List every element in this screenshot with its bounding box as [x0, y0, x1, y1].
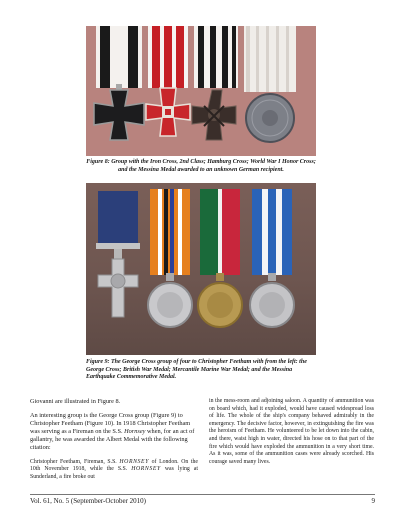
ship-name: HORNSEY [119, 458, 150, 465]
paragraph-giovanni: Giovanni are illustrated in Figure 8. [30, 398, 121, 405]
footer-divider [30, 494, 375, 495]
page-footer [30, 497, 375, 506]
ribbon-messina [244, 26, 296, 92]
citation-text: was lying at Sunderland, a fire broke out [30, 466, 198, 480]
ribbon-british-war-medal [150, 189, 190, 275]
messina-earthquake-medal [250, 273, 294, 327]
figure-8-photo [86, 26, 316, 156]
issue-info: Vol. 61, No. 5 (September-October 2010) [30, 497, 146, 505]
messina-medal [246, 94, 294, 142]
ribbon-hamburg-cross [148, 26, 188, 88]
citation-quote [30, 459, 198, 482]
citation-text: Christopher Feetham, Fireman, S.S. [30, 458, 120, 465]
george-cross-medal [98, 249, 138, 317]
german-medals-illustration [86, 26, 316, 156]
honor-cross-medal [192, 90, 236, 140]
page-number: 9 [371, 497, 375, 505]
mercantile-marine-medal [198, 273, 242, 327]
figure-9-photo [86, 183, 316, 355]
ribbon-messina [252, 189, 292, 275]
ribbon-mercantile-marine [200, 189, 240, 275]
figure-8-caption: Figure 8: Group with the Iron Cross, 2nd Class; Hamburg Cross; World War I Honor Cross; and the Messina Medal awarded to an unknown German recipient. [86, 159, 316, 173]
citation-continued: in the mess-room and adjoining saloon. A quantity of ammunition was on board which, had it exploded, would have caused widespread loss of life. The whole of the ship's company behaved admirably in the emergency. The decisive factor, however, in extinguishing the fire was the heroism of Feetham. He volunteered to be let down into the cabin, and there, waist high in water, directed his hose on to that part of the fire which would have exploded the ammunition in a very short time. As it was, some of the ammunition cases were already scorched. His courage saved many lives. [209, 398, 374, 465]
ribbon-honor-cross [194, 26, 238, 88]
george-cross-group-illustration [86, 183, 316, 355]
body-right-column [209, 398, 374, 472]
ribbon-george-cross [96, 191, 140, 249]
hamburg-cross-medal [146, 88, 190, 136]
citation-text: of London. On the 10th November 1918, while the S.S. [30, 458, 198, 473]
ship-name: HORNSEY [131, 466, 161, 473]
paragraph-text: when, for an act of gallantry, he was awarded the Albert Medal with the following citation: [30, 428, 195, 452]
paragraph-george-cross [30, 412, 198, 452]
ribbon-iron-cross [96, 26, 142, 88]
british-war-medal [148, 273, 192, 327]
paragraph-text: An interesting group is the George Cross group (Figure 9) to Christopher Feetham (Figure 10). In 1918 Christopher Feetham was serving as a Fireman on the S.S. [30, 412, 191, 436]
ship-name: Hornsey [124, 428, 146, 436]
body-left-column [30, 398, 198, 487]
figure-9-caption: Figure 9: The George Cross group of four to Christopher Feetham with from the left: the George Cross; British War Medal; Mercantile Marine War Medal; and the Messina Earthquake Commemorative Medal. [86, 359, 307, 380]
iron-cross-medal [94, 84, 144, 140]
